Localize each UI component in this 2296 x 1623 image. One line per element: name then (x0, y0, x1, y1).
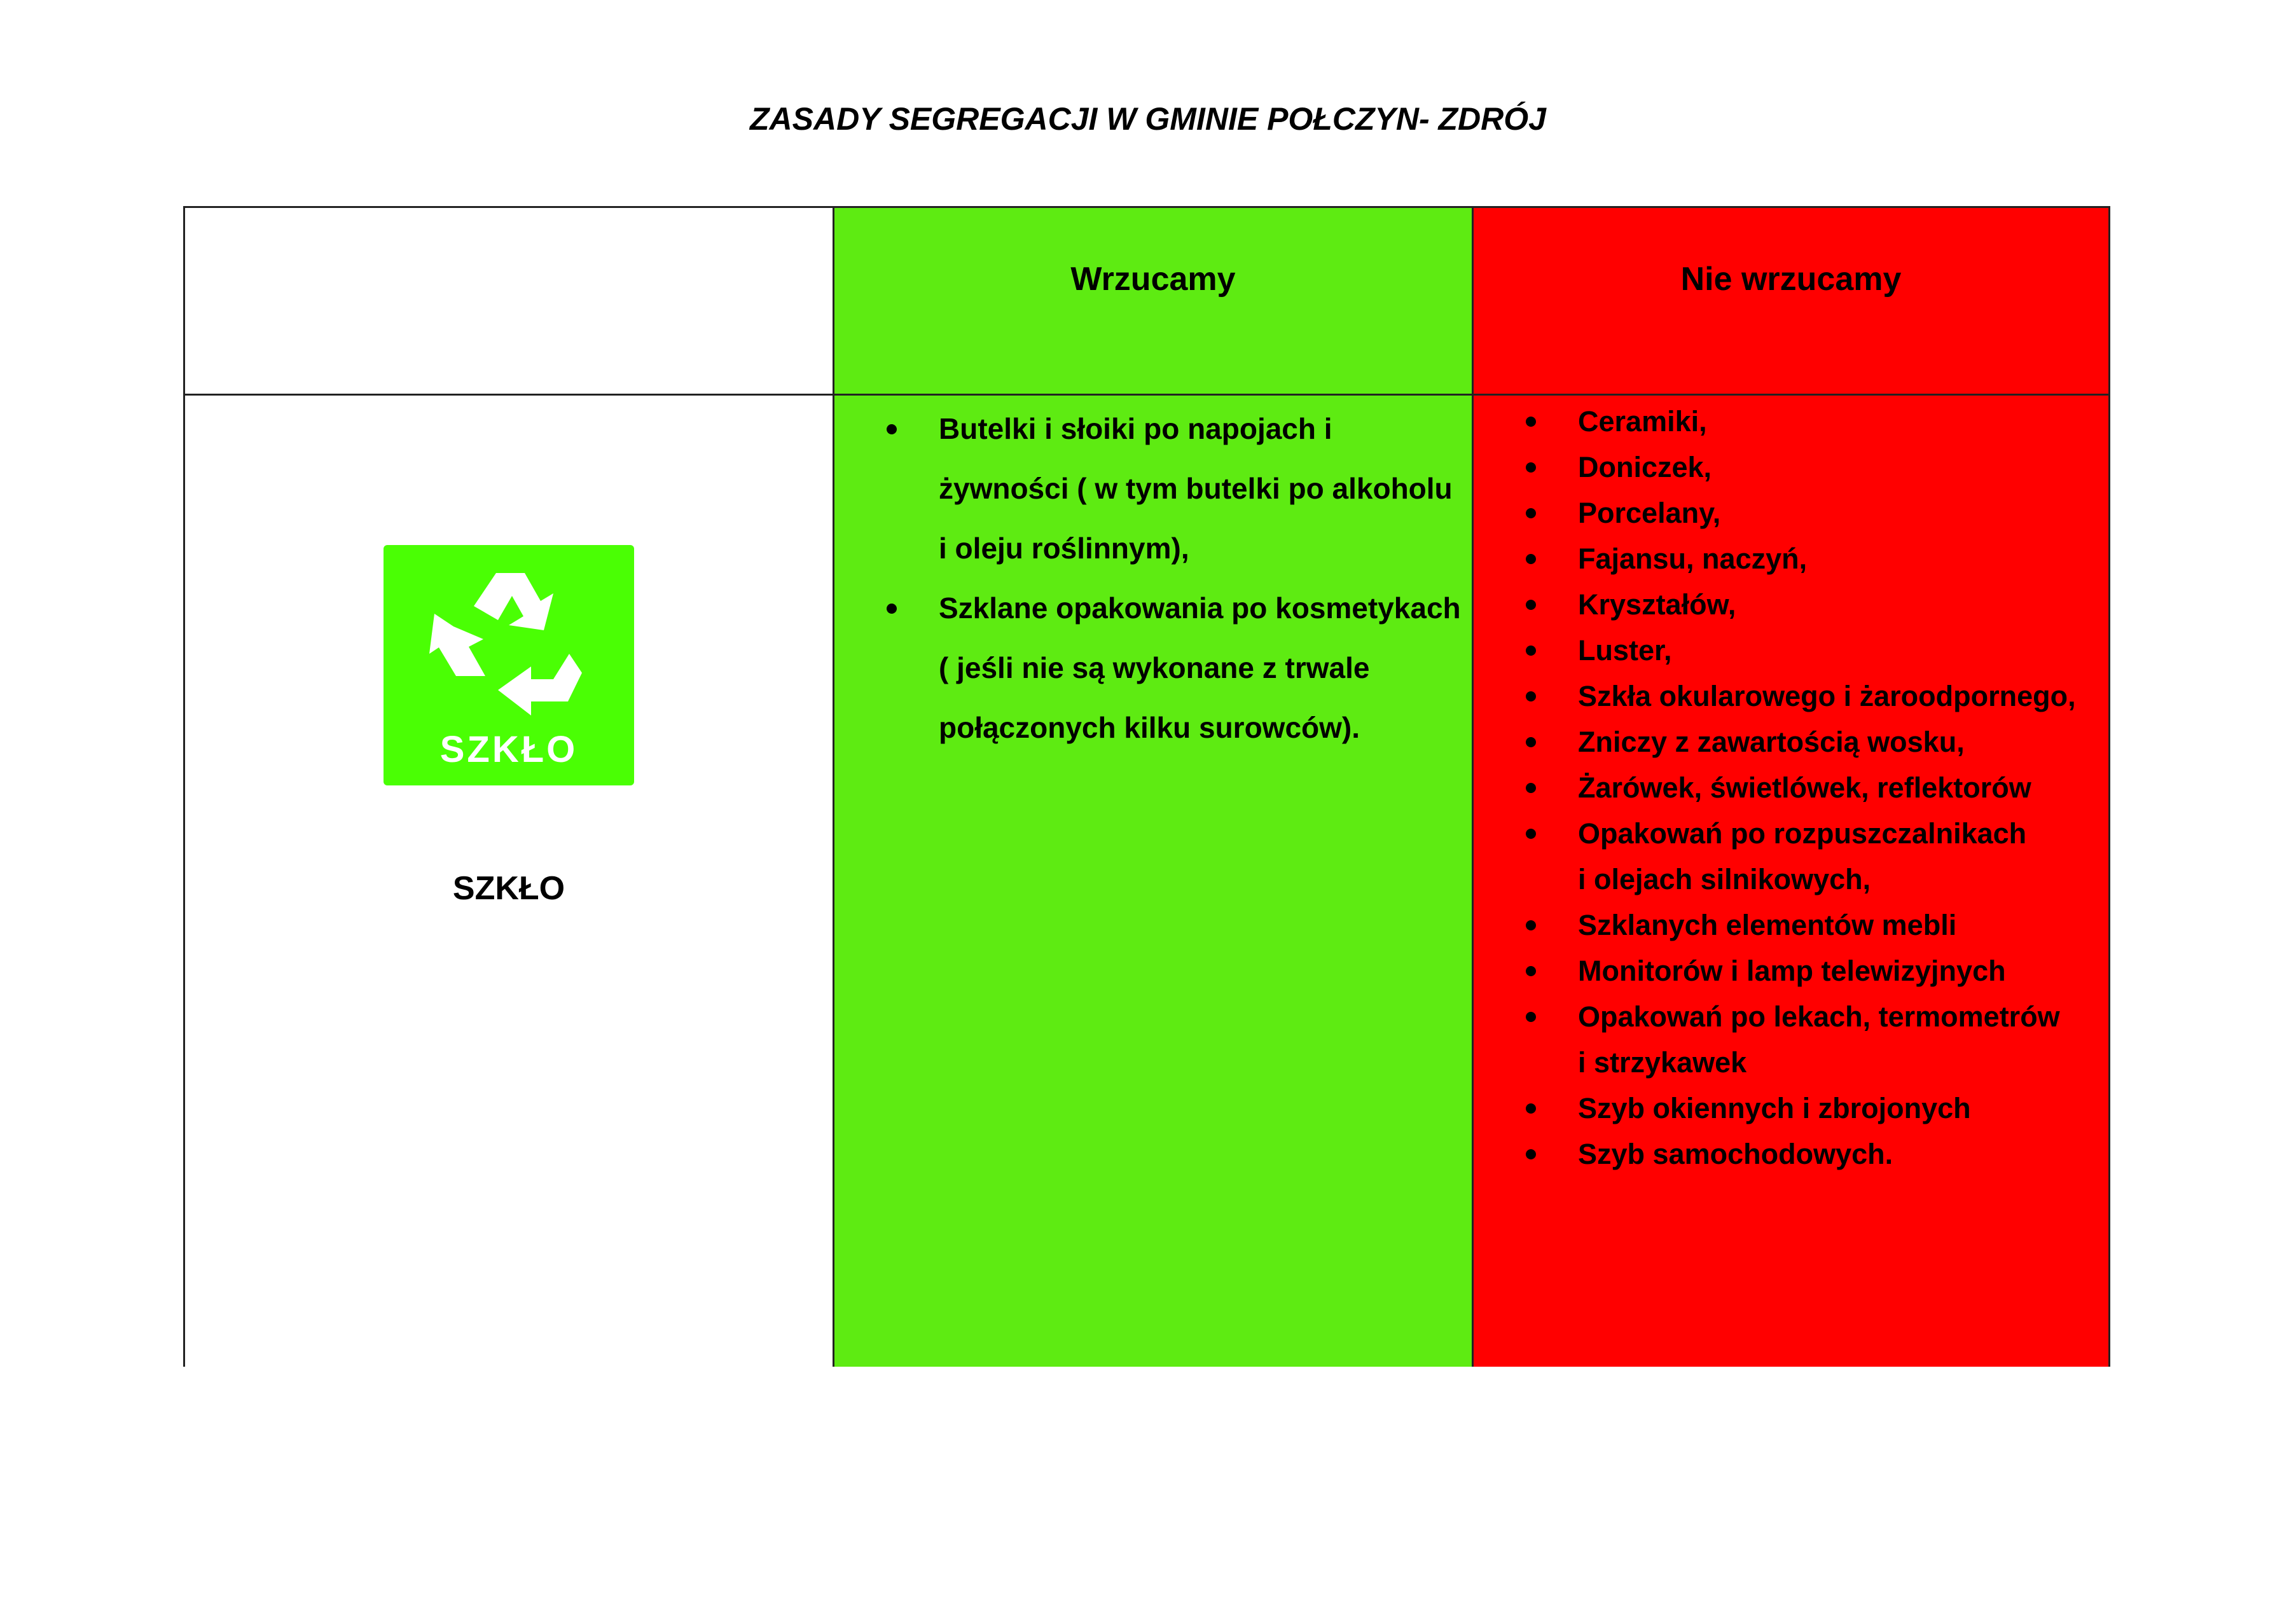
list-item: Butelki i słoiki po napojach i żywności ( w tym butelki po alkoholu i oleju roślinnym), (887, 399, 1459, 578)
list-item: Porcelany, (1526, 490, 2098, 536)
list-item: Żarówek, świetlówek, reflektorów (1526, 765, 2098, 811)
recycle-icon (423, 568, 595, 727)
material-label: SZKŁO (452, 870, 565, 907)
segregation-table (183, 206, 2110, 1367)
list-item: Luster, (1526, 628, 2098, 673)
list-item: Opakowań po lekach, termometrów i strzykawek (1526, 994, 2098, 1086)
list-item: Szklanych elementów mebli (1526, 902, 2098, 948)
list-item: Zniczy z zawartością wosku, (1526, 719, 2098, 765)
list-item: Doniczek, (1526, 445, 2098, 490)
material-column (183, 206, 833, 1367)
list-item: Ceramiki, (1526, 399, 2098, 445)
list-item: Szkła okularowego i żaroodpornego, (1526, 673, 2098, 719)
list-item: Szklane opakowania po kosmetykach ( jeśli nie są wykonane z trwale połączonych kilku surowców). (887, 578, 1459, 757)
page-title: ZASADY SEGREGACJI W GMINIE POŁCZYN- ZDRÓJ (750, 101, 1546, 137)
rejected-header: Nie wrzucamy (1680, 261, 1902, 298)
accepted-list (887, 399, 1459, 757)
list-item: Monitorów i lamp telewizyjnych (1526, 948, 2098, 994)
logo-text: SZKŁO (439, 729, 578, 770)
glass-logo (384, 545, 634, 785)
list-item: Szyb samochodowych. (1526, 1131, 2098, 1177)
list-item: Fajansu, naczyń, (1526, 536, 2098, 582)
rejected-list (1526, 399, 2098, 1177)
accepted-column (833, 206, 1472, 1367)
list-item: Kryształów, (1526, 582, 2098, 628)
accepted-header: Wrzucamy (1070, 261, 1236, 298)
header-divider (183, 394, 2110, 396)
list-item: Szyb okiennych i zbrojonych (1526, 1086, 2098, 1131)
rejected-column (1472, 206, 2110, 1367)
list-item: Opakowań po rozpuszczalnikach i olejach silnikowych, (1526, 811, 2098, 902)
